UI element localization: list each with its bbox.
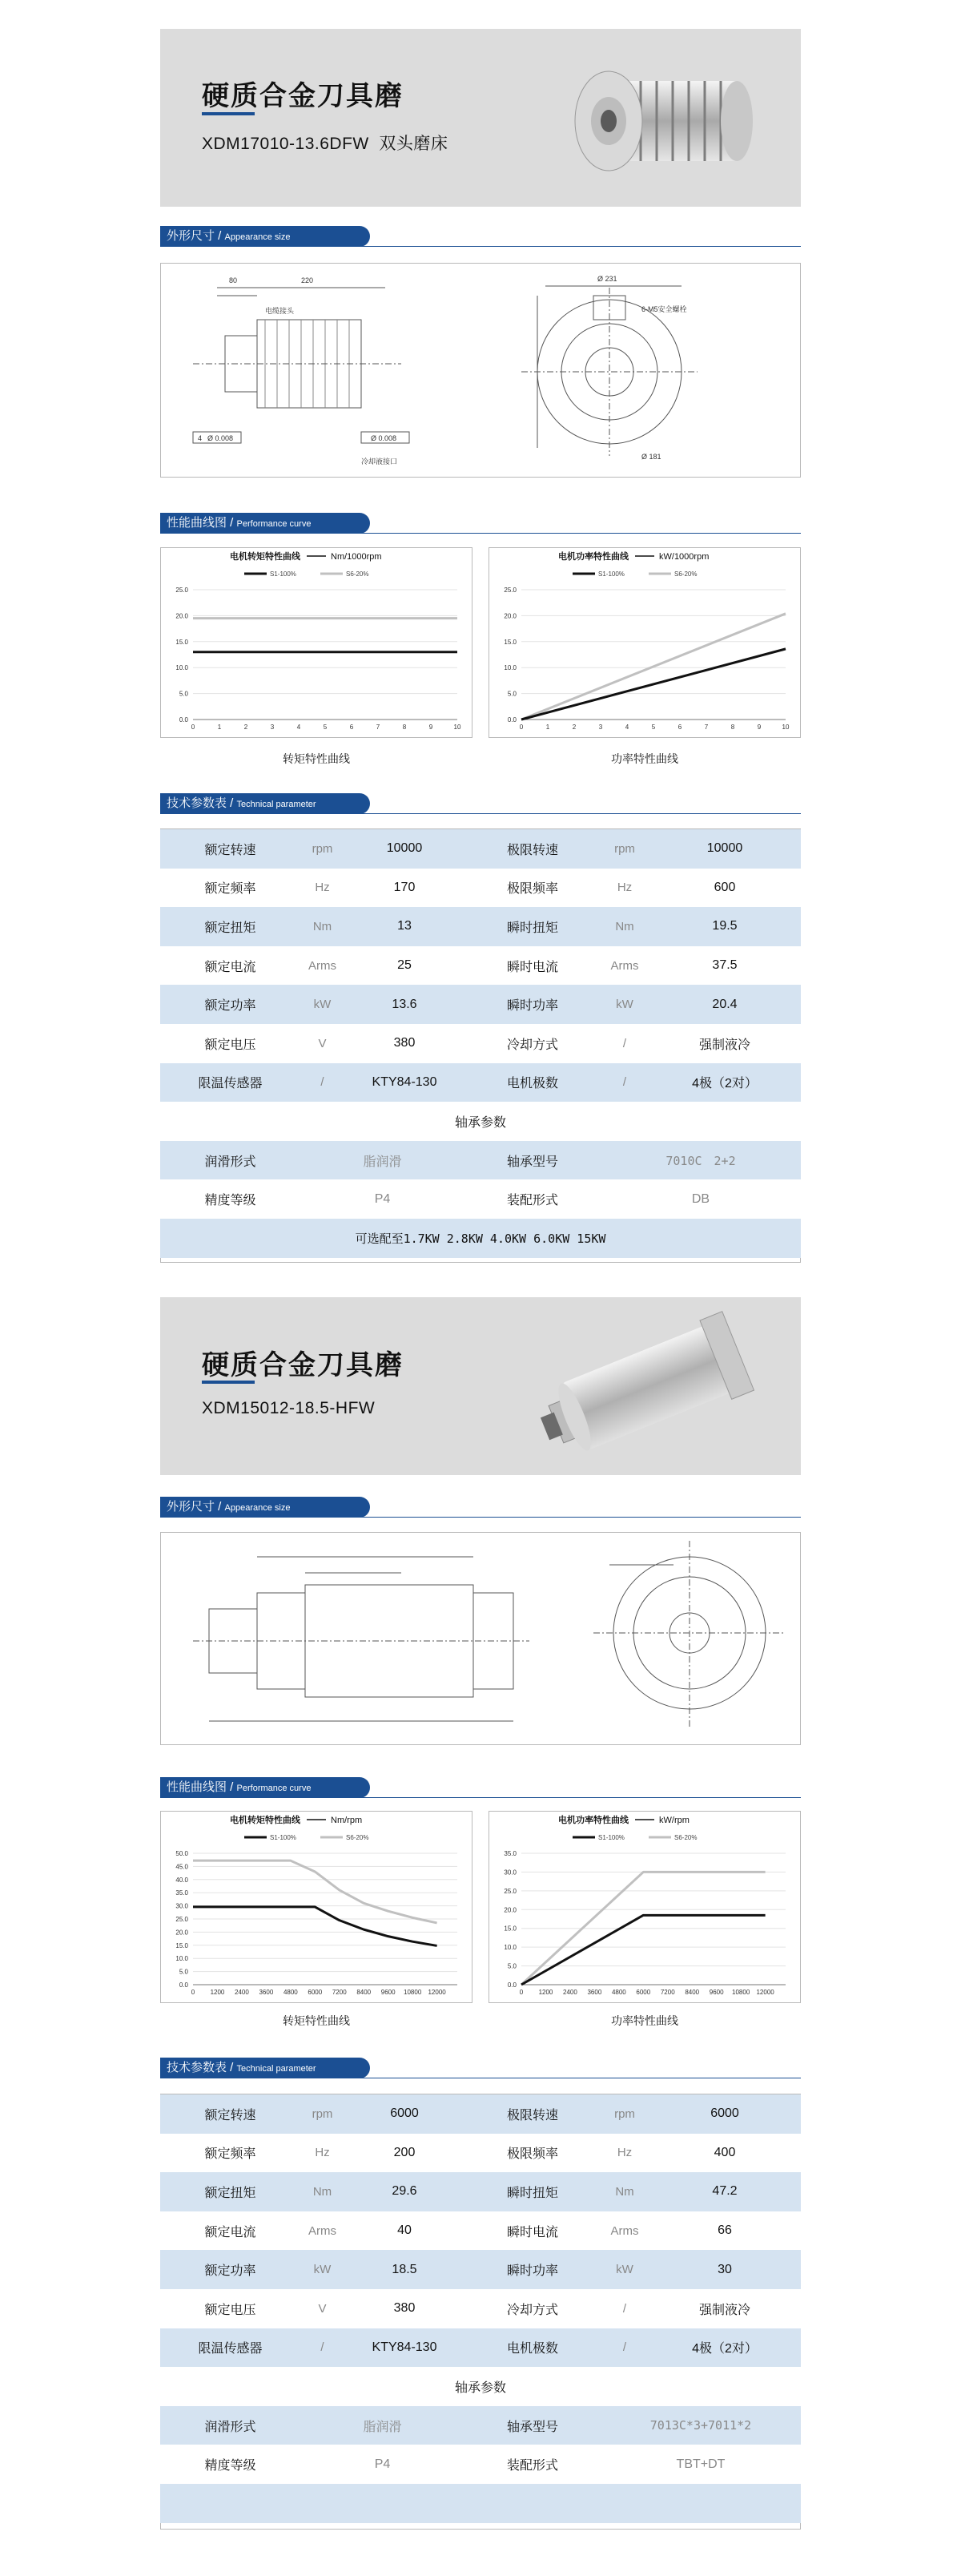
x-tick-label: 12000 — [756, 1989, 774, 1996]
label-cable-connector: 电缆接头 — [265, 307, 295, 315]
series-line-S6-20pct — [521, 614, 786, 720]
y-tick-label: 35.0 — [175, 1889, 188, 1897]
table-row: 额定扭矩 Nm 29.6 瞬时扭矩 Nm 47.2 — [160, 2172, 801, 2211]
x-tick-label: 10800 — [732, 1989, 750, 1996]
chart-unit: Nm/1000rpm — [331, 552, 382, 562]
tolerance-left: Ø 0.008 — [207, 434, 234, 442]
x-tick-label: 5 — [651, 724, 656, 731]
dim-80: 80 — [229, 276, 238, 284]
torque-chart-box-1 — [160, 547, 472, 738]
x-tick-label: 2400 — [235, 1989, 249, 1996]
param-table-2 — [160, 2094, 801, 2523]
chart-title: 电机功率特性曲线 — [558, 552, 629, 562]
product-2-model: XDM15012-18.5-HFW — [202, 1399, 376, 1417]
table-row: 额定转速 rpm 10000 极限转速 rpm 10000 — [160, 829, 801, 869]
table-row: 限温传感器 / KTY84-130 电机极数 / 4极（2对） — [160, 1063, 801, 1103]
label-coolant-port: 冷却液接口 — [361, 458, 398, 466]
series-line-S1-100pct — [521, 649, 786, 720]
spindle-photo-1 — [537, 45, 777, 189]
x-tick-label: 9 — [428, 724, 433, 731]
y-tick-label: 20.0 — [175, 1929, 188, 1937]
series-line-S6-20pct — [193, 1860, 437, 1923]
y-tick-label: 5.0 — [507, 690, 517, 698]
x-tick-label: 1 — [217, 724, 222, 731]
y-tick-label: 15.0 — [504, 1925, 517, 1933]
dim-diameter-181: Ø 181 — [641, 453, 661, 461]
section-rule — [160, 533, 801, 534]
x-tick-label: 1 — [545, 724, 550, 731]
title-underline — [202, 1381, 255, 1384]
power-chart-caption: 功率特性曲线 — [611, 752, 678, 765]
appearance-section-label: 外形尺寸 / Appearance size — [160, 1497, 370, 1518]
product-1-model — [202, 131, 448, 155]
chart-title: 电机转矩特性曲线 — [230, 552, 300, 562]
table-row: 润滑形式 脂润滑 轴承型号 7013C*3+7011*2 — [160, 2406, 801, 2445]
torque-chart-2 — [161, 1812, 472, 2002]
x-tick-label: 10800 — [404, 1989, 422, 1996]
x-tick-label: 4 — [296, 724, 301, 731]
power-chart-1 — [489, 548, 800, 737]
table-row: 额定扭矩 Nm 13 瞬时扭矩 Nm 19.5 — [160, 907, 801, 946]
technical-section-label: 技术参数表 / Technical parameter — [160, 793, 370, 814]
x-tick-label: 1200 — [538, 1989, 553, 1996]
performance-section-label: 性能曲线图 / Performance curve — [160, 513, 370, 534]
table-row: 额定转速 rpm 6000 极限转速 rpm 6000 — [160, 2094, 801, 2134]
y-tick-label: 30.0 — [175, 1902, 188, 1910]
section-rule — [160, 1517, 801, 1518]
x-tick-label: 3600 — [259, 1989, 274, 1996]
legend-entry: S6-20% — [674, 1834, 698, 1841]
table-row: 限温传感器 / KTY84-130 电机极数 / 4极（2对） — [160, 2328, 801, 2368]
dim-220: 220 — [301, 276, 314, 284]
y-tick-label: 10.0 — [504, 1944, 517, 1952]
y-tick-label: 0.0 — [179, 716, 188, 724]
table-row: 额定电流 Arms 40 瞬时电流 Arms 66 — [160, 2211, 801, 2251]
torque-chart-box-2 — [160, 1811, 472, 2003]
appearance-section-label: 外形尺寸 / Appearance size — [160, 226, 370, 247]
section-rule — [160, 1797, 801, 1798]
technical-section-label: 技术参数表 / Technical parameter — [160, 2058, 370, 2078]
y-tick-label: 10.0 — [175, 1955, 188, 1963]
y-tick-label: 5.0 — [179, 1968, 188, 1976]
x-tick-label: 6 — [678, 724, 682, 731]
power-chart-2 — [489, 1812, 800, 2002]
table-row: 额定功率 kW 13.6 瞬时功率 kW 20.4 — [160, 985, 801, 1024]
x-tick-label: 2 — [243, 724, 248, 731]
param-table-1 — [160, 829, 801, 1258]
x-tick-label: 4800 — [283, 1989, 298, 1996]
appearance-drawing-box — [160, 263, 801, 478]
chart-unit: kW/rpm — [659, 1816, 690, 1825]
x-tick-label: 7 — [376, 724, 380, 731]
x-tick-label: 0 — [519, 724, 524, 731]
legend-entry: S6-20% — [346, 1834, 369, 1841]
title-underline — [202, 112, 255, 115]
x-tick-label: 8400 — [685, 1989, 700, 1996]
x-tick-label: 3 — [598, 724, 603, 731]
x-tick-label: 10 — [453, 724, 461, 731]
x-tick-label: 9 — [757, 724, 762, 731]
x-tick-label: 8 — [730, 724, 735, 731]
legend-entry: S1-100% — [270, 1834, 296, 1841]
bearing-header-row: 轴承参数 — [160, 1102, 801, 1141]
chart-title: 电机功率特性曲线 — [558, 1816, 629, 1825]
x-tick-label: 7200 — [332, 1989, 347, 1996]
legend-entry: S6-20% — [346, 570, 369, 578]
series-line-S1-100pct — [193, 1907, 437, 1946]
x-tick-label: 0 — [191, 1989, 195, 1996]
chart-unit: kW/1000rpm — [659, 552, 710, 562]
technical-drawing-2 — [161, 1533, 800, 1744]
x-tick-label: 7200 — [660, 1989, 675, 1996]
empty-row — [160, 2484, 801, 2523]
table-row: 润滑形式 脂润滑 轴承型号 7010C 2+2 — [160, 1141, 801, 1180]
y-tick-label: 25.0 — [504, 1887, 517, 1895]
appearance-drawing-box — [160, 1532, 801, 1745]
table-row: 额定电流 Arms 25 瞬时电流 Arms 37.5 — [160, 946, 801, 986]
x-tick-label: 4 — [625, 724, 629, 731]
tolerance-right: Ø 0.008 — [371, 434, 397, 442]
y-tick-label: 25.0 — [504, 587, 517, 594]
y-tick-label: 15.0 — [175, 638, 188, 646]
y-tick-label: 25.0 — [175, 587, 188, 594]
table-row: 额定频率 Hz 170 极限频率 Hz 600 — [160, 869, 801, 908]
product-2-title: 硬质合金刀具磨 — [202, 1350, 404, 1381]
product-1-title: 硬质合金刀具磨 — [202, 81, 404, 111]
y-tick-label: 30.0 — [504, 1869, 517, 1877]
section-rule — [160, 813, 801, 814]
x-tick-label: 3600 — [587, 1989, 602, 1996]
dim-diameter-231: Ø 231 — [597, 275, 617, 283]
performance-section-label: 性能曲线图 / Performance curve — [160, 1777, 370, 1798]
x-tick-label: 9600 — [709, 1989, 724, 1996]
table-row: 额定电压 V 380 冷却方式 / 强制液冷 — [160, 2289, 801, 2328]
x-tick-label: 2 — [572, 724, 577, 731]
x-tick-label: 6 — [349, 724, 354, 731]
power-chart-box-2 — [489, 1811, 801, 2003]
x-tick-label: 8400 — [356, 1989, 372, 1996]
table-row: 额定频率 Hz 200 极限频率 Hz 400 — [160, 2134, 801, 2173]
product-2-banner — [160, 1297, 801, 1475]
chart-unit: Nm/rpm — [331, 1816, 363, 1825]
torque-chart-caption: 转矩特性曲线 — [283, 752, 350, 765]
y-tick-label: 45.0 — [175, 1863, 188, 1871]
product-1-banner — [160, 29, 801, 207]
x-tick-label: 10 — [782, 724, 790, 731]
power-chart-caption: 功率特性曲线 — [611, 2014, 678, 2027]
legend-entry: S1-100% — [270, 570, 296, 578]
y-tick-label: 10.0 — [504, 664, 517, 672]
x-tick-label: 6000 — [308, 1989, 323, 1996]
bearing-header-row: 轴承参数 — [160, 2367, 801, 2406]
options-row: 可选配至1.7KW 2.8KW 4.0KW 6.0KW 15KW — [160, 1219, 801, 1258]
spindle-photo-2 — [521, 1309, 785, 1461]
x-tick-label: 5 — [323, 724, 328, 731]
x-tick-label: 12000 — [428, 1989, 446, 1996]
y-tick-label: 50.0 — [175, 1850, 188, 1857]
power-chart-box-1 — [489, 547, 801, 738]
tolerance-datum: 4 — [198, 434, 203, 442]
y-tick-label: 0.0 — [507, 716, 517, 724]
section-rule — [160, 246, 801, 247]
y-tick-label: 15.0 — [504, 638, 517, 646]
x-tick-label: 8 — [402, 724, 407, 731]
x-tick-label: 7 — [704, 724, 709, 731]
y-tick-label: 20.0 — [504, 612, 517, 620]
chart-title: 电机转矩特性曲线 — [230, 1816, 300, 1825]
table-row: 精度等级 P4 装配形式 TBT+DT — [160, 2445, 801, 2484]
x-tick-label: 1200 — [210, 1989, 225, 1996]
y-tick-label: 10.0 — [175, 664, 188, 672]
y-tick-label: 5.0 — [507, 1962, 517, 1970]
y-tick-label: 25.0 — [175, 1916, 188, 1923]
table-row: 精度等级 P4 装配形式 DB — [160, 1179, 801, 1219]
table-row: 额定功率 kW 18.5 瞬时功率 kW 30 — [160, 2250, 801, 2289]
x-tick-label: 0 — [191, 724, 195, 731]
y-tick-label: 40.0 — [175, 1876, 188, 1884]
x-tick-label: 2400 — [563, 1989, 577, 1996]
model-suffix: 双头磨床 — [379, 135, 448, 153]
torque-chart-caption: 转矩特性曲线 — [283, 2014, 350, 2027]
technical-drawing-1 — [161, 264, 800, 477]
torque-chart-1 — [161, 548, 472, 737]
y-tick-label: 20.0 — [504, 1906, 517, 1914]
x-tick-label: 0 — [519, 1989, 524, 1996]
x-tick-label: 3 — [270, 724, 275, 731]
legend-entry: S6-20% — [674, 570, 698, 578]
y-tick-label: 35.0 — [504, 1850, 517, 1857]
table-row: 额定电压 V 380 冷却方式 / 强制液冷 — [160, 1024, 801, 1063]
y-tick-label: 0.0 — [179, 1981, 188, 1989]
y-tick-label: 0.0 — [507, 1981, 517, 1989]
legend-entry: S1-100% — [598, 1834, 625, 1841]
model-number: XDM17010-13.6DFW — [202, 135, 369, 153]
x-tick-label: 4800 — [611, 1989, 626, 1996]
y-tick-label: 15.0 — [175, 1941, 188, 1949]
y-tick-label: 20.0 — [175, 612, 188, 620]
legend-entry: S1-100% — [598, 570, 625, 578]
x-tick-label: 6000 — [636, 1989, 651, 1996]
x-tick-label: 9600 — [380, 1989, 396, 1996]
label-safety-bolt: 6-M5安全螺栓 — [641, 305, 687, 313]
y-tick-label: 5.0 — [179, 690, 188, 698]
